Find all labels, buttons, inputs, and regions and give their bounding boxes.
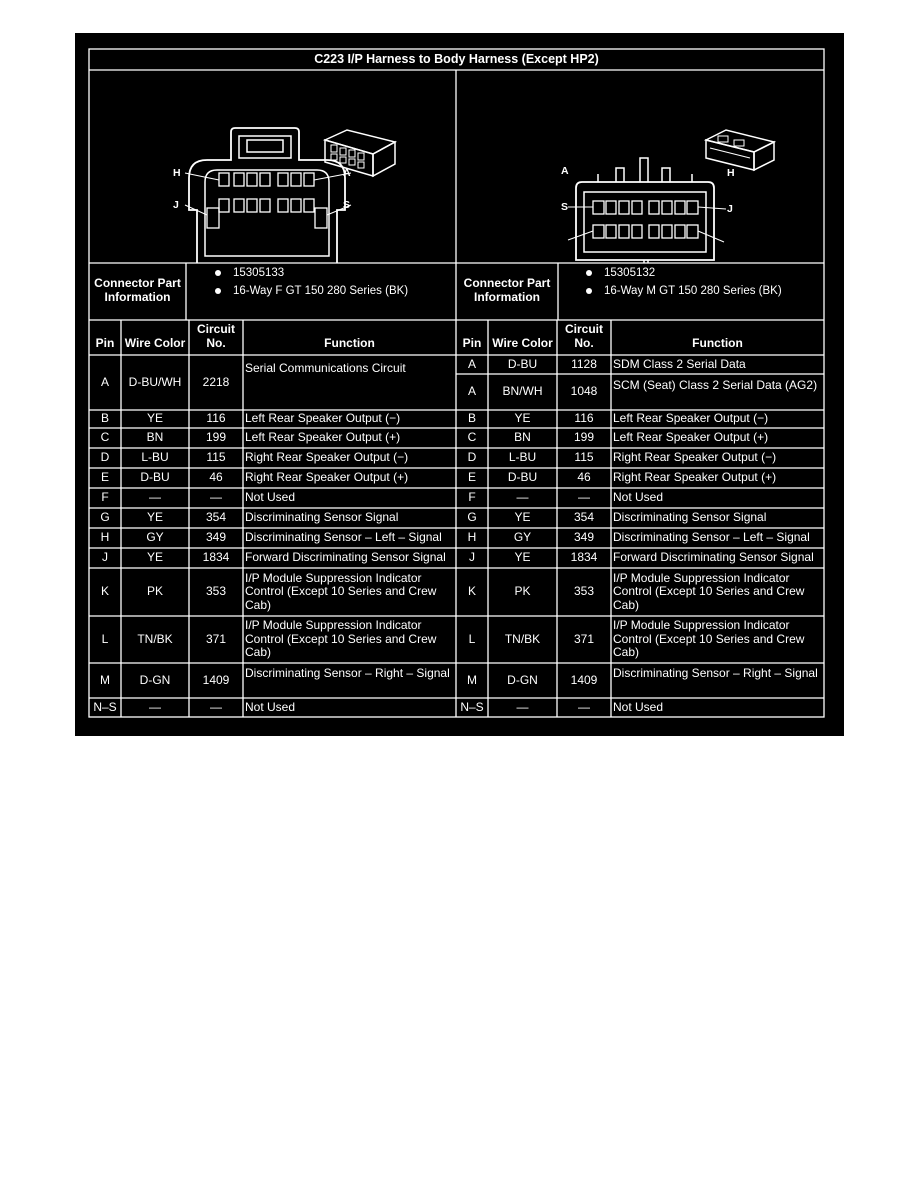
right-header-wire-color: Wire Color <box>492 336 553 350</box>
right-row-function: Not Used <box>613 699 664 714</box>
left-header-function: Function <box>324 336 375 350</box>
left-row-pin: A <box>100 374 109 389</box>
right-row-wire-color: TN/BK <box>504 631 541 646</box>
left-row-circuit-no: 1834 <box>202 550 230 565</box>
right-row-wire-color: — <box>516 699 529 714</box>
right-row-circuit-no: 116 <box>574 411 594 426</box>
left-diagram-label-j: J <box>173 199 179 211</box>
left-row-wire-color: YE <box>146 550 163 565</box>
right-diagram-label-a: A <box>561 165 569 177</box>
right-header-function: Function <box>692 336 743 350</box>
right-row-wire-color: L-BU <box>508 450 537 465</box>
right-row-function: Forward Discriminating Sensor Signal <box>613 550 814 565</box>
left-row-circuit-no: 116 <box>206 411 226 426</box>
left-row-wire-color: YE <box>146 411 163 426</box>
right-row-wire-color: D-GN <box>507 672 538 687</box>
right-row-pin: J <box>469 550 475 565</box>
left-header-circuit-no: Circuit No. <box>196 322 235 350</box>
left-row-pin: N–S <box>93 699 117 714</box>
left-row-circuit-no: 115 <box>206 450 226 465</box>
right-row-function: Discriminating Sensor Signal <box>613 510 767 525</box>
left-row-pin: G <box>100 510 110 525</box>
right-row-function: I/P Module Suppression Indicator Control (Except 10 Series and Crew Cab) <box>613 570 805 612</box>
right-row-circuit-no: — <box>578 699 590 714</box>
left-row-pin: E <box>100 470 109 485</box>
right-row-pin: M <box>467 672 477 687</box>
right-row-pin: H <box>467 530 477 545</box>
left-diagram-label-s: S <box>343 199 351 211</box>
female-connector-iso-icon <box>325 130 395 176</box>
left-row-circuit-no: 199 <box>205 430 227 445</box>
bullet-icon <box>215 270 221 276</box>
left-row-function: Serial Communications Circuit <box>245 361 406 376</box>
left-row-function: I/P Module Suppression Indicator Control (Except 10 Series and Crew Cab) <box>245 618 437 660</box>
right-row-wire-color: D-BU <box>507 470 538 485</box>
bullet-icon <box>215 288 221 294</box>
left-row-wire-color: D-BU/WH <box>128 374 182 389</box>
right-row-function: Left Rear Speaker Output (+) <box>613 430 769 445</box>
right-part-description: 16-Way M GT 150 280 Series (BK) <box>586 284 782 299</box>
right-row-circuit-no: 371 <box>573 631 595 646</box>
left-row-circuit-no: 46 <box>209 470 223 485</box>
right-part-number: 15305132 <box>586 266 655 281</box>
right-row-function: Left Rear Speaker Output (−) <box>613 411 769 426</box>
right-row-pin: C <box>467 430 477 445</box>
male-connector-drawing <box>456 70 824 263</box>
left-row-wire-color: D-GN <box>139 672 171 687</box>
left-row-function: Discriminating Sensor – Right – Signal <box>245 666 450 680</box>
left-diagram-label-h: H <box>173 167 181 179</box>
left-row-circuit-no: 1409 <box>202 672 230 687</box>
left-row-circuit-no: 371 <box>205 631 227 646</box>
right-row-pin: B <box>467 411 476 426</box>
left-row-circuit-no: 2218 <box>202 374 230 389</box>
right-row-circuit-no: 1834 <box>570 550 598 565</box>
right-row-circuit-no: 353 <box>573 584 595 599</box>
right-row-wire-color: BN/WH <box>502 384 543 399</box>
left-row-function: Discriminating Sensor Signal <box>245 510 399 525</box>
page-title: C223 I/P Harness to Body Harness (Except HP2) <box>314 52 599 66</box>
right-row-function: Not Used <box>613 490 664 505</box>
right-row-pin: E <box>467 470 476 485</box>
left-row-function: Right Rear Speaker Output (+) <box>245 470 409 485</box>
connector-sheet <box>75 33 844 736</box>
left-connector-info-label: Connector Part Information <box>94 276 181 304</box>
right-row-circuit-no: 115 <box>574 450 594 465</box>
left-row-pin: M <box>100 672 110 687</box>
female-connector-drawing <box>89 70 456 263</box>
left-row-pin: H <box>100 530 110 545</box>
left-row-circuit-no: 353 <box>205 584 227 599</box>
left-row-function: Left Rear Speaker Output (+) <box>245 430 401 445</box>
bullet-icon <box>586 270 592 276</box>
right-row-pin: A <box>467 356 476 371</box>
right-diagram-label-s: S <box>561 201 569 213</box>
left-row-wire-color: D-BU <box>140 470 170 485</box>
left-row-wire-color: PK <box>146 584 163 599</box>
left-row-function: Discriminating Sensor – Left – Signal <box>245 530 442 545</box>
left-row-circuit-no: 349 <box>205 530 227 545</box>
left-row-function: Forward Discriminating Sensor Signal <box>245 550 446 565</box>
right-row-function: I/P Module Suppression Indicator Control (Except 10 Series and Crew Cab) <box>613 618 805 660</box>
right-diagram-label-j: J <box>727 203 733 215</box>
male-connector-iso-icon <box>706 130 774 170</box>
right-row-circuit-no: 349 <box>573 530 595 545</box>
left-row-pin: D <box>100 450 110 465</box>
right-row-wire-color: YE <box>514 550 531 565</box>
right-row-wire-color: GY <box>513 530 532 545</box>
left-row-function: Right Rear Speaker Output (−) <box>245 450 409 465</box>
right-row-function: Right Rear Speaker Output (+) <box>613 470 777 485</box>
right-row-pin: A <box>467 384 476 399</box>
right-row-pin: N–S <box>460 699 484 714</box>
right-row-circuit-no: 1128 <box>571 356 597 371</box>
right-row-wire-color: D-BU <box>507 356 538 371</box>
left-row-wire-color: YE <box>146 510 163 525</box>
right-row-pin: D <box>467 450 477 465</box>
left-diagram-label-a: A <box>343 167 351 179</box>
right-row-wire-color: YE <box>514 411 531 426</box>
left-header-wire-color: Wire Color <box>124 336 186 350</box>
right-row-circuit-no: 1409 <box>570 672 598 687</box>
right-row-pin: K <box>467 584 476 599</box>
left-row-wire-color: GY <box>146 530 164 545</box>
right-row-circuit-no: 1048 <box>570 384 598 399</box>
right-row-pin: F <box>468 490 476 505</box>
left-row-pin: C <box>100 430 110 445</box>
left-part-description: 16-Way F GT 150 280 Series (BK) <box>215 284 408 299</box>
right-header-pin: Pin <box>462 336 482 350</box>
left-row-pin: F <box>101 490 109 505</box>
right-row-circuit-no: 354 <box>573 510 595 525</box>
right-row-circuit-no: — <box>578 490 590 505</box>
right-row-wire-color: — <box>516 490 529 505</box>
left-part-number: 15305133 <box>215 266 284 281</box>
right-row-wire-color: PK <box>514 584 531 599</box>
left-row-function: Left Rear Speaker Output (−) <box>245 411 401 426</box>
left-row-circuit-no: — <box>210 699 222 714</box>
right-header-circuit-no: Circuit No. <box>564 322 603 350</box>
left-row-wire-color: TN/BK <box>137 631 173 646</box>
right-row-wire-color: YE <box>514 510 531 525</box>
left-row-wire-color: BN <box>146 430 164 445</box>
left-row-wire-color: L-BU <box>141 450 169 465</box>
right-row-wire-color: BN <box>514 430 531 445</box>
right-row-function: Discriminating Sensor – Right – Signal <box>613 666 818 680</box>
left-row-pin: K <box>100 584 109 599</box>
left-row-circuit-no: — <box>210 490 222 505</box>
left-row-function: Not Used <box>245 490 296 505</box>
right-row-pin: G <box>467 510 477 525</box>
left-row-function: Not Used <box>245 699 296 714</box>
left-header-pin: Pin <box>95 336 115 350</box>
right-connector-info-label: Connector Part Information <box>463 276 551 304</box>
left-row-pin: B <box>100 411 109 426</box>
right-row-function: SDM Class 2 Serial Data <box>613 356 746 371</box>
right-row-circuit-no: 199 <box>573 430 595 445</box>
right-row-function: SCM (Seat) Class 2 Serial Data (AG2) <box>613 377 818 392</box>
right-row-function: Right Rear Speaker Output (−) <box>613 450 777 465</box>
right-row-circuit-no: 46 <box>577 470 591 485</box>
left-row-pin: L <box>101 631 109 646</box>
left-row-function: I/P Module Suppression Indicator Control (Except 10 Series and Crew Cab) <box>245 570 437 612</box>
left-row-circuit-no: 354 <box>205 510 227 525</box>
right-row-function: Discriminating Sensor – Left – Signal <box>613 530 810 545</box>
right-row-pin: L <box>468 631 476 646</box>
right-diagram-label-h: H <box>727 167 735 179</box>
left-row-pin: J <box>102 550 108 565</box>
bullet-icon <box>586 288 592 294</box>
left-row-wire-color: — <box>149 490 161 505</box>
left-row-wire-color: — <box>149 699 161 714</box>
